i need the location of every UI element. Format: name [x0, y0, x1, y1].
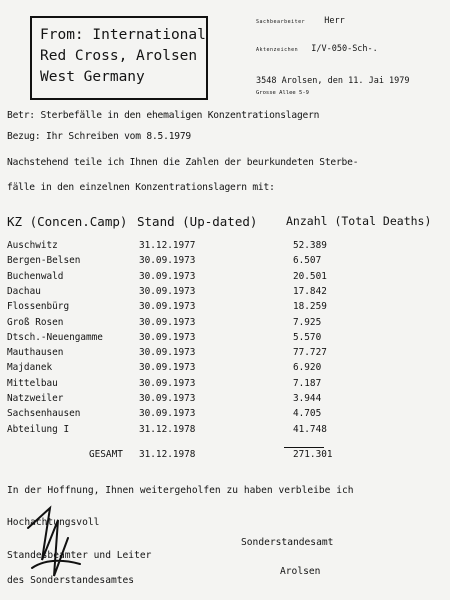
- reference-line: Bezug: Ihr Schreiben vom 8.5.1979: [7, 131, 192, 142]
- column-header-date: Stand (Up-dated): [137, 214, 258, 229]
- sachbearbeiter-label: Sachbearbeiter: [256, 19, 306, 25]
- camp-name: Mauthausen: [7, 347, 64, 359]
- sender-stamp: [30, 16, 208, 100]
- greeting-line: Hochachtungsvoll: [7, 517, 100, 528]
- sachbearbeiter-line: [256, 16, 345, 26]
- camp-name: Mittelbau: [7, 377, 58, 389]
- column-header-deaths: Anzahl (Total Deaths): [286, 214, 432, 228]
- table-row: [7, 271, 447, 282]
- table-row: [7, 255, 447, 266]
- death-count: 6.507: [293, 255, 322, 267]
- column-header-camp: KZ (Concen.Camp): [7, 214, 128, 229]
- stamp-line-1: From: International: [40, 27, 206, 43]
- camp-name: Abteilung I: [7, 423, 70, 435]
- camp-name: Auschwitz: [7, 240, 58, 251]
- death-count: 17.842: [293, 285, 327, 297]
- death-count: 77.727: [293, 347, 327, 359]
- aktenzeichen-label: Aktenzeichen: [256, 47, 299, 53]
- update-date: 31.12.1978: [139, 423, 196, 435]
- table-row: [7, 347, 447, 358]
- table-row: [7, 362, 447, 373]
- table-row: [7, 378, 447, 389]
- place-date: 3548 Arolsen, den 11. Jai 1979: [256, 76, 410, 86]
- signer-title-2: des Sonderstandesamtes: [7, 575, 135, 586]
- update-date: 30.09.1973: [139, 316, 196, 328]
- camp-name: Buchenwald: [7, 270, 64, 282]
- update-date: 30.09.1973: [139, 377, 196, 389]
- intro-line-1: Nachstehend teile ich Ihnen die Zahlen der beurkundeten Sterbe-: [7, 157, 359, 168]
- stamp-line-2: Red Cross, Arolsen: [40, 48, 198, 64]
- update-date: 30.09.1973: [139, 393, 196, 404]
- camp-name: Dtsch.-Neuengamme: [7, 331, 103, 343]
- death-count: 7.187: [293, 377, 322, 389]
- closing-line: In der Hoffnung, Ihnen weitergeholfen zu haben verbleibe ich: [7, 485, 354, 496]
- table-row: [7, 317, 447, 328]
- death-count: 4.705: [293, 408, 322, 420]
- table-row: [7, 301, 447, 312]
- handwritten-signature: [20, 498, 90, 588]
- total-date: 31.12.1978: [139, 449, 196, 460]
- camp-name: Majdanek: [7, 362, 53, 374]
- table-row: [7, 393, 447, 404]
- update-date: 30.09.1973: [139, 301, 196, 313]
- update-date: 30.09.1973: [139, 255, 196, 267]
- update-date: 30.09.1973: [139, 347, 196, 359]
- camp-name: Dachau: [7, 285, 41, 297]
- aktenzeichen-value: I/V-050-Sch-.: [311, 44, 378, 54]
- death-count: 52.389: [293, 240, 327, 251]
- camp-name: Bergen-Belsen: [7, 255, 81, 267]
- aktenzeichen-line: [256, 44, 378, 54]
- update-date: 30.09.1973: [139, 362, 196, 374]
- office-place: Arolsen: [280, 566, 321, 577]
- death-count: 18.259: [293, 301, 327, 313]
- update-date: 30.09.1973: [139, 331, 196, 343]
- death-count: 7.925: [293, 316, 322, 328]
- address-line: Grosse Allee 5-9: [256, 90, 309, 96]
- death-count: 3.944: [293, 393, 322, 404]
- table-row: [7, 332, 447, 343]
- total-rule: [284, 447, 324, 448]
- death-count: 6.920: [293, 362, 322, 374]
- subject-line: Betr: Sterbefälle in den ehemaligen Konzentrationslagern: [7, 110, 320, 121]
- death-count: 5.570: [293, 331, 322, 343]
- table-row: [7, 286, 447, 297]
- table-row: [7, 408, 447, 419]
- update-date: 30.09.1973: [139, 285, 196, 297]
- table-row: [7, 240, 447, 251]
- update-date: 31.12.1977: [139, 240, 196, 251]
- office-name: Sonderstandesamt: [241, 537, 334, 548]
- total-label: GESAMT: [89, 449, 123, 460]
- camp-name: Natzweiler: [7, 393, 64, 404]
- death-count: 41.748: [293, 423, 327, 435]
- stamp-line-3: West Germany: [40, 69, 145, 85]
- table-row: [7, 424, 447, 435]
- intro-line-2: fälle in den einzelnen Konzentrationslagern mit:: [7, 182, 275, 193]
- camp-name: Flossenbürg: [7, 301, 70, 313]
- signer-title-1: Standesbeamter und Leiter: [7, 550, 152, 561]
- total-row: [7, 449, 447, 460]
- total-value: 271.301: [293, 449, 333, 460]
- death-count: 20.501: [293, 270, 327, 282]
- update-date: 30.09.1973: [139, 408, 196, 420]
- sachbearbeiter-value: Herr: [324, 16, 345, 26]
- update-date: 30.09.1973: [139, 270, 196, 282]
- camp-name: Groß Rosen: [7, 316, 64, 328]
- camp-name: Sachsenhausen: [7, 408, 81, 420]
